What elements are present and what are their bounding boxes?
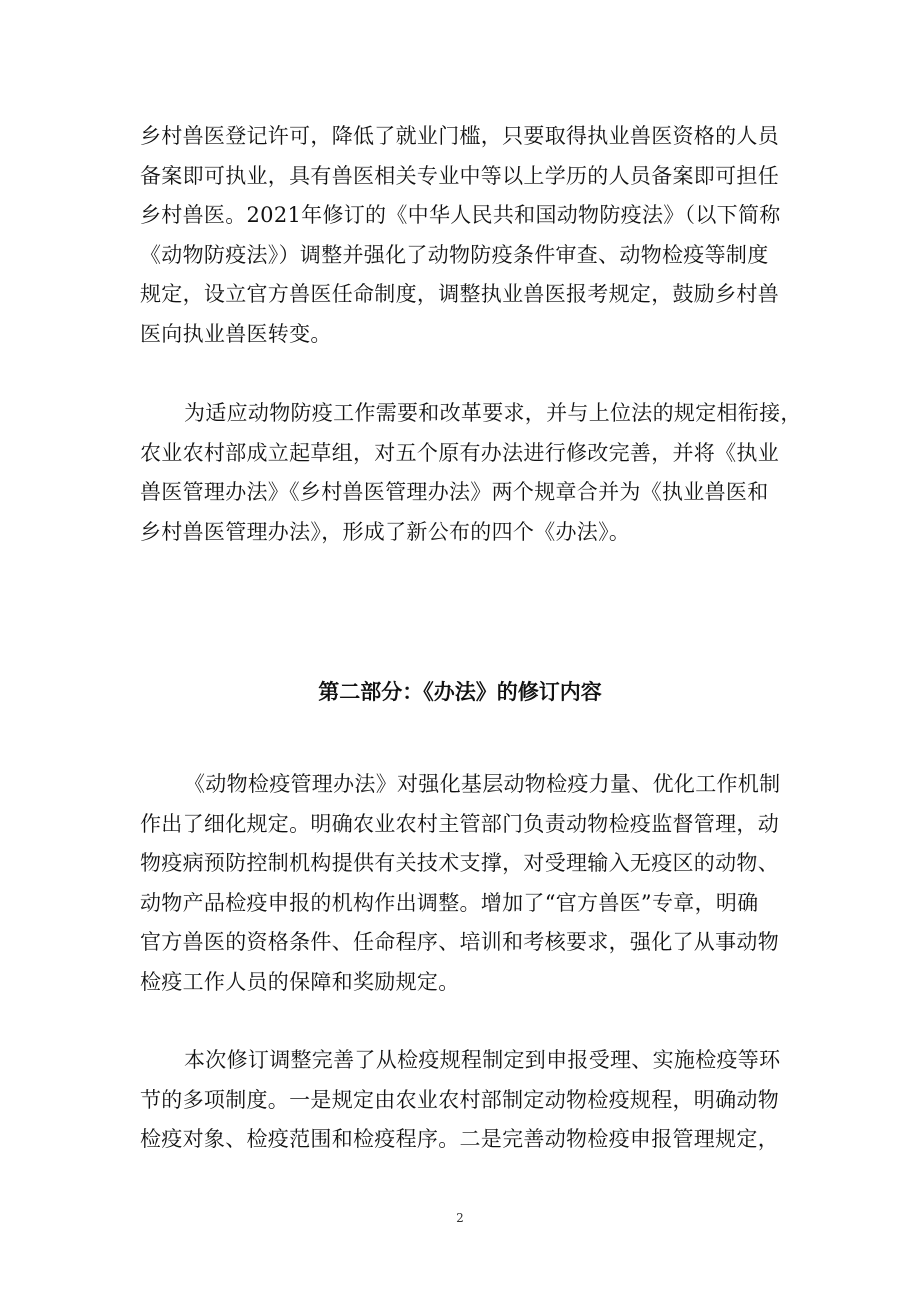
section2-paragraph1 bbox=[140, 765, 780, 1002]
text-line: 为适应动物防疫工作需要和改革要求，并与上位法的规定相衔接， bbox=[184, 401, 802, 425]
text-line: 农业农村部成立起草组，对五个原有办法进行修改完善，并将《执业 bbox=[140, 440, 779, 465]
text-line: 节的多项制度。一是规定由农业农村部制定动物检疫规程，明确动物 bbox=[140, 1087, 779, 1112]
text-line: 物疫病预防控制机构提供有关技术支撑，对受理输入无疫区的动物、 bbox=[140, 851, 779, 875]
text-line: 动物产品检疫申报的机构作出调整。增加了“官方兽医”专章，明确 bbox=[140, 890, 759, 915]
text-line: 官方兽医的资格条件、任命程序、培训和考核要求，强化了从事动物 bbox=[140, 930, 779, 954]
text-line: 乡村兽医登记许可，降低了就业门槛，只要取得执业兽医资格的人员 bbox=[140, 124, 779, 148]
text-line: 乡村兽医管理办法》，形成了新公布的四个《办法》。 bbox=[140, 519, 631, 544]
text-line: 检疫工作人员的保障和奖励规定。 bbox=[140, 969, 460, 994]
text-line: 《动物防疫法》）调整并强化了动物防疫条件审查、动物检疫等制度 bbox=[140, 242, 769, 267]
section1-paragraph1 bbox=[140, 117, 780, 354]
text-line: 兽医管理办法》《乡村兽医管理办法》两个规章合并为《执业兽医和 bbox=[140, 480, 769, 504]
section1-paragraph2 bbox=[140, 394, 802, 552]
text-line: 备案即可执业，具有兽医相关专业中等以上学历的人员备案即可担任 bbox=[140, 163, 779, 188]
text-line: 本次修订调整完善了从检疫规程制定到申报受理、实施检疫等环 bbox=[184, 1048, 781, 1072]
page-number: 2 bbox=[456, 1211, 464, 1225]
section2-paragraph2 bbox=[140, 1041, 780, 1160]
section2-heading: 第二部分：《办法》的修订内容 bbox=[318, 680, 602, 704]
text-line: 规定，设立官方兽医任命制度，调整执业兽医报考规定，鼓励乡村兽 bbox=[140, 282, 779, 306]
text-line: 作出了细化规定。明确农业农村主管部门负责动物检疫监督管理，动 bbox=[140, 811, 779, 836]
text-line: 医向执业兽医转变。 bbox=[140, 321, 332, 346]
text-line: 检疫对象、检疫范围和检疫程序。二是完善动物检疫申报管理规定， bbox=[140, 1127, 779, 1151]
text-line: 乡村兽医。2021年修订的《中华人民共和国动物防疫法》（以下简称 bbox=[140, 203, 781, 227]
text-line: 《动物检疫管理办法》对强化基层动物检疫力量、优化工作机制 bbox=[184, 772, 781, 796]
